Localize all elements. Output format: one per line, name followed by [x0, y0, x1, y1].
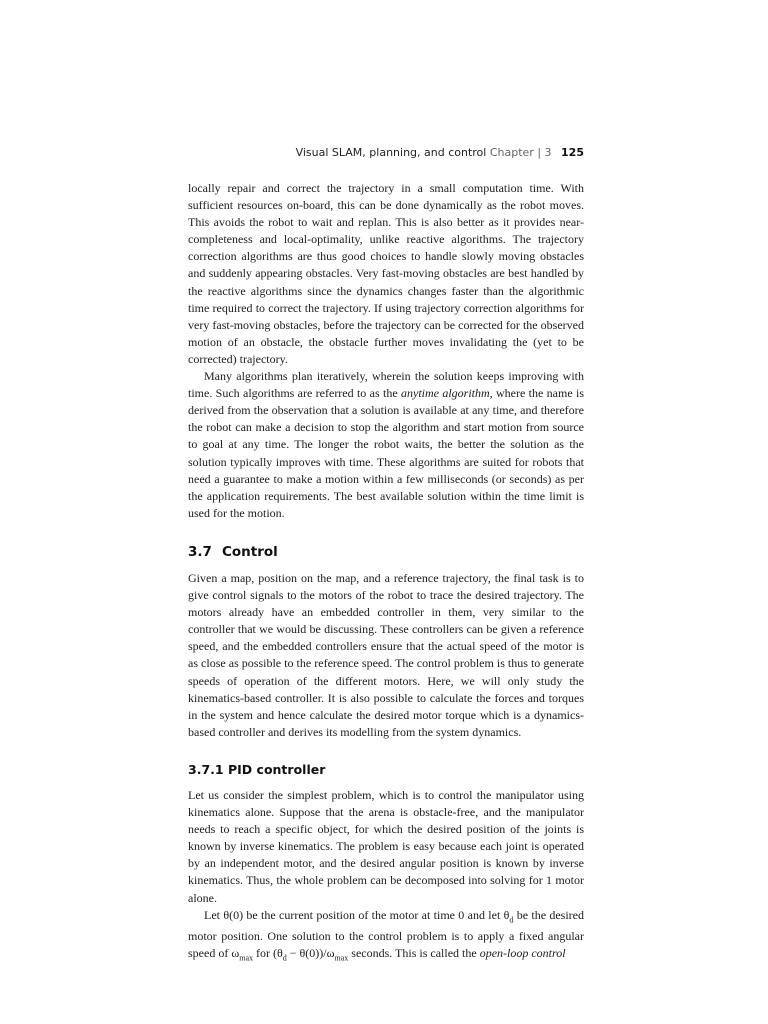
paragraph-5-part-d: − θ(0))/ω	[286, 946, 335, 961]
running-head	[188, 146, 584, 159]
page-body	[188, 180, 584, 967]
running-head-chapter: Chapter | 3	[489, 146, 552, 159]
paragraph-2	[188, 368, 584, 522]
paragraph-1: locally repair and correct the trajectory in a small computation time. With sufficient resources on-board, this can be done dynamically as the robot moves. This avoids the robot to wait and replan. This is also better as it provides near-completeness and local-optimality, unlike reactive algorithms. The trajectory correction algorithms are thus good choices to handle slowly moving obstacles and suddenly appearing obstacles. Very fast-moving obstacles are best handled by the reactive algorithms since the dynamics changes faster than the algorithmic time required to correct the trajectory. If using trajectory correction algorithms for very fast-moving obstacles, before the trajectory can be corrected for the observed motion of an obstacle, the obstacle further moves invalidating the (yet to be corrected) trajectory.	[188, 181, 584, 366]
subsection-heading	[188, 761, 584, 778]
paragraph-2-part-a: Many algorithms plan iteratively, wherein the solution keeps improving with time. Such algorithms are referred to as the	[188, 369, 584, 401]
running-head-title: Visual SLAM, planning, and control	[295, 146, 487, 159]
term-anytime-algorithm: anytime algorithm	[401, 386, 490, 401]
paragraph-2-part-b: , where the name is derived from the observation that a solution is available at any time, and therefore the robot can make a decision to stop the algorithm and start motion from source to goal at any time. The longer the robot waits, the better the solution as the solution typically improves with time. These algorithms are suited for robots that need a guarantee to make a motion within a few milliseconds (or seconds) as per the application requirements. The best available solution within the time limit is used for the motion.	[188, 386, 585, 520]
paragraph-3: Given a map, position on the map, and a reference trajectory, the final task is to give control signals to the motors of the robot to trace the desired trajectory. The motors already have an embedded controller in them, very similar to the controller that we would be discussing. These controllers can be given a reference speed, and the embedded controllers ensure that the actual speed of the motor is as close as possible to the reference speed. The control problem is thus to generate speeds of operation of the different motors. Here, we will only study the kinematics-based controller. It is also possible to calculate the forces and torques in the system and hence calculate the desired motor torque which is a dynamics-based controller and derives its modelling from the system dynamics.	[188, 570, 584, 739]
section-title: Control	[222, 543, 278, 560]
paragraph-5-sub-4: max	[334, 953, 349, 963]
paragraph-4: Let us consider the simplest problem, which is to control the manipulator using kinematics alone. Suppose that the arena is obstacle-free, and the manipulator needs to reach a specific object, for which the desired position of the joints is known by inverse kinematics. The problem is easy because each joint is operated by an independent motor, and the desired angular position is known by inverse kinematics. Thus, the whole problem can be decomposed into solving for 1 motor alone.	[188, 788, 584, 905]
paragraph-5-sub-2: max	[239, 953, 253, 963]
section-number: 3.7	[188, 543, 212, 560]
paragraph-5-sub-3: d	[282, 953, 287, 963]
subsection-title: PID controller	[228, 761, 326, 777]
paragraph-5-part-e: seconds. This is called the	[348, 946, 480, 961]
subsection-number: 3.7.1	[188, 761, 224, 777]
paragraph-5-part-b: be the desired motor position. One solution to the control problem is to apply a fixed angular speed of ω	[188, 907, 585, 961]
term-open-loop-control: open-loop control	[479, 946, 566, 961]
section-heading	[188, 544, 584, 561]
paragraph-5-part-c: for (θ	[253, 946, 283, 961]
paragraph-5-part-a: Let θ(0) be the current position of the motor at time 0 and let θ	[204, 907, 510, 922]
paragraph-5	[188, 907, 584, 967]
page-number: 125	[561, 146, 584, 159]
paragraph-5-sub-1: d	[509, 915, 514, 925]
